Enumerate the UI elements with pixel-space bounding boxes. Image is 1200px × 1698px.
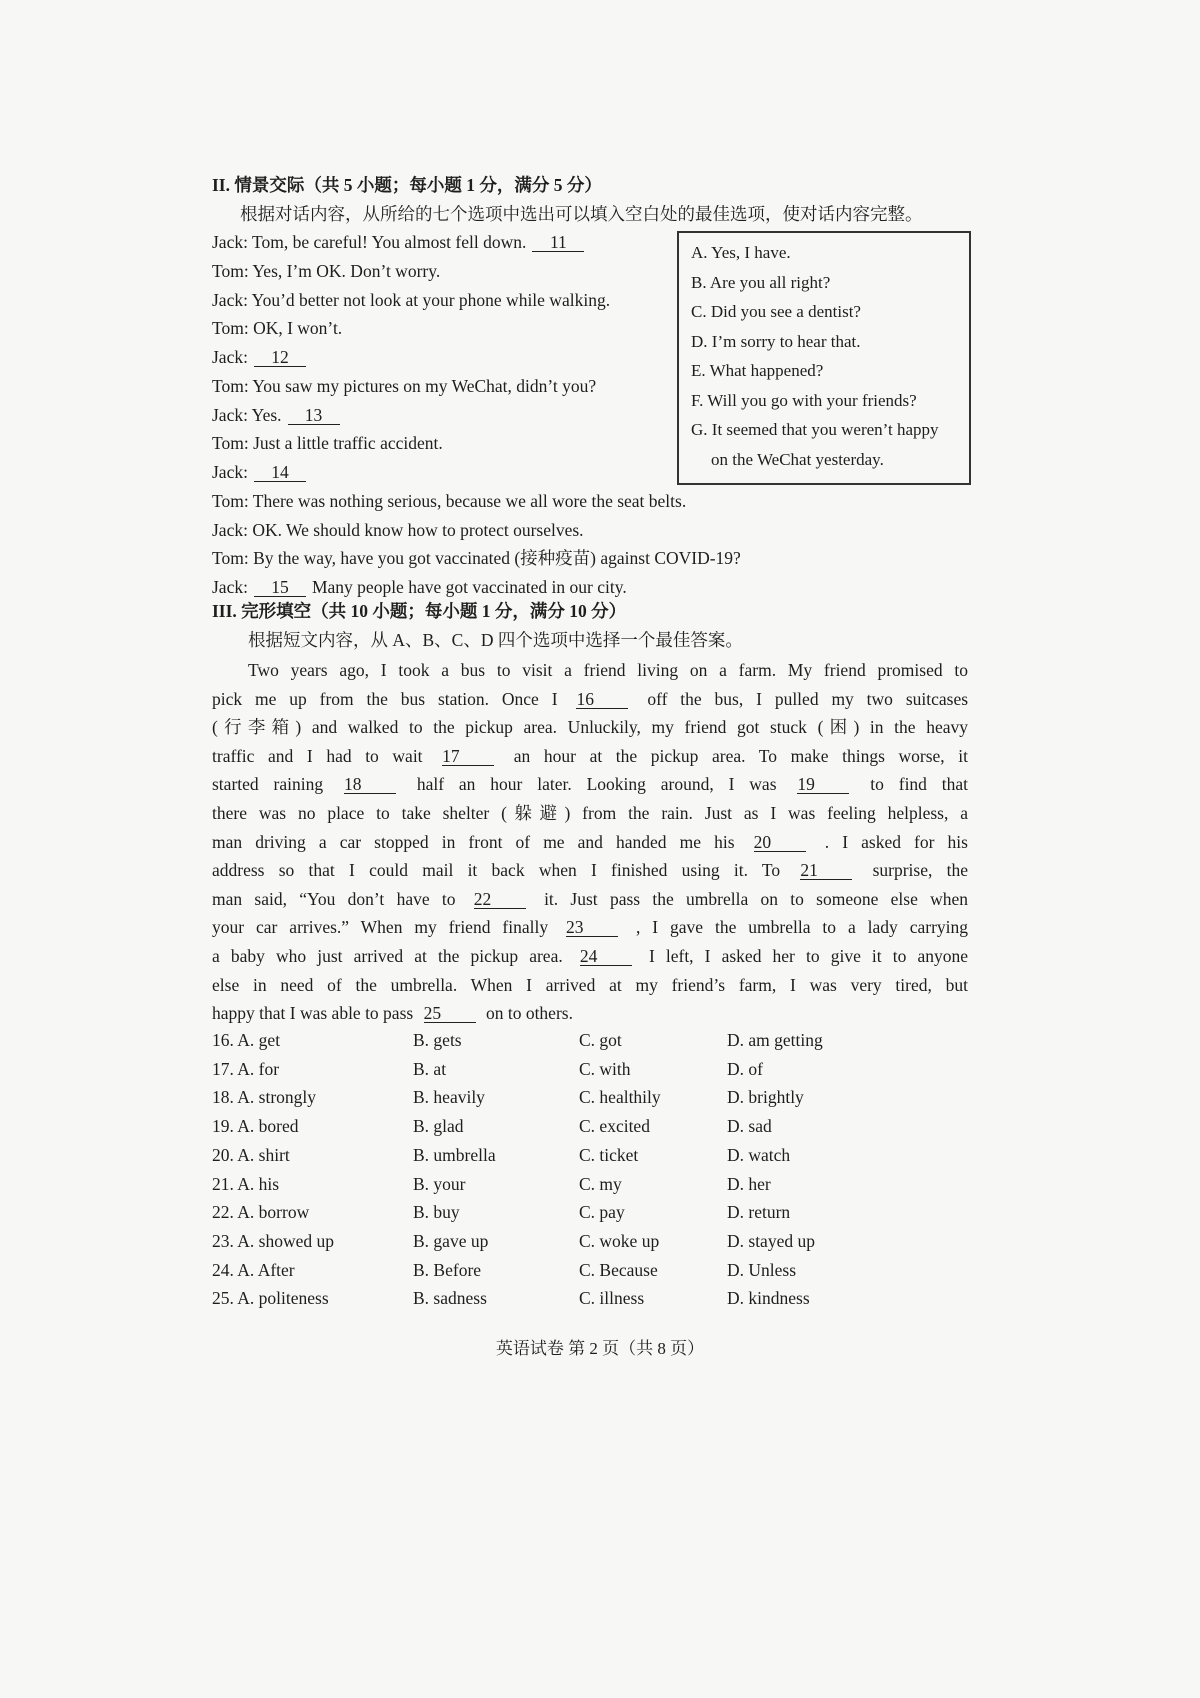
- passage-text: on to others.: [485, 1003, 573, 1024]
- option-item: D. I’m sorry to hear that.: [691, 331, 861, 351]
- passage-text: I left, I asked her to give it to anyone: [648, 946, 969, 966]
- choice-option: D. her: [727, 1173, 771, 1194]
- choice-option: B. Before: [413, 1259, 482, 1280]
- passage-line: [212, 685, 968, 714]
- passage-line: [212, 828, 968, 857]
- choice-option: D. return: [727, 1202, 791, 1223]
- answer-blank: 17: [442, 747, 494, 766]
- answer-blank: 13: [288, 406, 340, 425]
- choice-option: 18. A. strongly: [212, 1087, 317, 1108]
- option-item: B. Are you all right?: [691, 272, 831, 292]
- answer-blank: 16: [576, 690, 628, 709]
- choice-option: C. with: [579, 1058, 631, 1079]
- choice-option: 20. A. shirt: [212, 1144, 290, 1165]
- page-footer: 英语试卷 第 2 页（共 8 页）: [495, 1339, 705, 1358]
- dialogue-text: Tom: There was nothing serious, because we all wore the seat belts.: [212, 490, 687, 511]
- choice-option: D. sad: [727, 1116, 772, 1137]
- answer-blank: 23: [566, 918, 618, 937]
- section2-title: II. 情景交际（共 5 小题；每小题 1 分，满分 5 分）: [212, 175, 602, 195]
- answer-blank: 15: [254, 578, 306, 597]
- choice-row: [212, 1231, 972, 1257]
- passage-line: [248, 656, 968, 685]
- option-item: G. It seemed that you weren’t happy: [691, 420, 939, 439]
- dialogue-text: Jack:: [212, 347, 248, 367]
- dialogue-line: [212, 344, 312, 370]
- choice-option: 16. A. get: [212, 1030, 281, 1050]
- passage-text: address so that I could mail it back when I finished using it. To: [212, 860, 781, 881]
- choice-option: B. glad: [413, 1116, 464, 1137]
- choice-option: C. healthily: [579, 1087, 661, 1108]
- choice-option: D. Unless: [727, 1259, 797, 1280]
- choice-option: C. woke up: [579, 1230, 660, 1251]
- dialogue-text: Tom: Just a little traffic accident.: [212, 433, 443, 454]
- choice-option: 22. A. borrow: [212, 1202, 310, 1223]
- choice-option: D. of: [727, 1058, 763, 1079]
- dialogue-text: Tom: OK, I won’t.: [212, 318, 343, 339]
- choice-option: B. sadness: [413, 1288, 487, 1309]
- passage-text: man driving a car stopped in front of me and handed me his: [212, 831, 735, 852]
- passage-line: [212, 971, 968, 1000]
- choice-row: [212, 1059, 972, 1085]
- passage-text: it. Just pass the umbrella on to someone else when: [544, 888, 969, 909]
- choice-option: D. kindness: [727, 1288, 810, 1309]
- choice-option: C. Because: [579, 1259, 658, 1280]
- dialogue-text: Tom: Yes, I’m OK. Don’t worry.: [212, 260, 441, 281]
- answer-blank: 19: [797, 775, 849, 794]
- passage-text: off the bus, I pulled my two suitcases: [647, 688, 969, 709]
- dialogue-line: [212, 402, 346, 428]
- answer-blank: 20: [754, 833, 806, 852]
- choice-row: [212, 1174, 972, 1200]
- passage-text: man said, “You don’t have to: [212, 888, 456, 909]
- choice-option: C. pay: [579, 1202, 625, 1223]
- choice-option: 24. A. After: [212, 1259, 295, 1280]
- dialogue-text: Jack: OK. We should know how to protect ourselves.: [212, 519, 584, 540]
- choice-option: D. am getting: [727, 1030, 823, 1050]
- passage-text: to find that: [870, 774, 969, 795]
- passage-text: traffic and I had to wait: [212, 745, 423, 766]
- passage-text: a baby who just arrived at the pickup area.: [212, 946, 563, 966]
- dialogue-text: Tom: You saw my pictures on my WeChat, didn’t you?: [212, 375, 597, 396]
- passage-line: [212, 856, 968, 885]
- passage-line: [212, 799, 968, 828]
- option-item: F. Will you go with your friends?: [691, 390, 917, 410]
- dialogue-text: Jack: Tom, be careful! You almost fell down.: [212, 232, 527, 252]
- dialogue-text: Jack: You’d better not look at your phone while walking.: [212, 289, 611, 310]
- section2-instruction: 根据对话内容，从所给的七个选项中选出可以填入空白处的最佳选项，使对话内容完整。: [240, 204, 923, 224]
- choice-option: D. brightly: [727, 1087, 804, 1108]
- section3-title: III. 完形填空（共 10 小题；每小题 1 分，满分 10 分）: [212, 601, 627, 621]
- dialogue-line: [212, 545, 741, 571]
- choice-row: [212, 1202, 972, 1228]
- choice-option: B. gets: [413, 1030, 462, 1050]
- answer-blank: 21: [800, 861, 852, 880]
- passage-line: [212, 913, 968, 942]
- choice-option: C. my: [579, 1173, 622, 1194]
- choice-option: 21. A. his: [212, 1173, 280, 1194]
- dialogue-text-after: Many people have got vaccinated in our city.: [311, 577, 627, 597]
- choice-option: B. at: [413, 1058, 447, 1079]
- section3-instruction: 根据短文内容，从 A、B、C、D 四个选项中选择一个最佳答案。: [248, 630, 743, 650]
- options-box: [677, 231, 971, 485]
- dialogue-text: Tom: By the way, have you got vaccinated (接种疫苗) against COVID-19?: [212, 548, 741, 569]
- passage-line: [212, 885, 968, 914]
- passage-text: happy that I was able to pass: [212, 1003, 414, 1024]
- option-item: A. Yes, I have.: [691, 243, 791, 262]
- choice-option: B. gave up: [413, 1230, 489, 1251]
- passage-line: [212, 713, 968, 742]
- option-item: E. What happened?: [691, 361, 824, 380]
- passage-line: [212, 999, 968, 1028]
- answer-blank: 24: [580, 947, 632, 966]
- choice-option: B. heavily: [413, 1087, 485, 1108]
- passage-text: surprise, the: [872, 860, 968, 881]
- dialogue-line: [212, 315, 342, 341]
- passage-text: started raining: [212, 774, 324, 795]
- choice-option: B. your: [413, 1173, 466, 1194]
- choice-row: [212, 1145, 972, 1171]
- answer-blank: 22: [474, 890, 526, 909]
- option-item: C. Did you see a dentist?: [691, 302, 861, 321]
- dialogue-line: [212, 229, 590, 255]
- passage-line: [212, 942, 968, 971]
- passage-text: Two years ago, I took a bus to visit a friend living on a farm. My friend promised to: [248, 660, 968, 680]
- passage-line: [212, 770, 968, 799]
- passage-text: , I gave the umbrella to a lady carrying: [635, 917, 969, 938]
- choice-row: [212, 1087, 972, 1113]
- dialogue-line: [212, 574, 627, 600]
- passage-text: else in need of the umbrella. When I arrived at my friend’s farm, I was very tired, but: [212, 974, 968, 995]
- answer-blank: 12: [254, 348, 306, 367]
- choice-option: 23. A. showed up: [212, 1230, 335, 1251]
- passage-text: . I asked for his: [824, 831, 968, 852]
- dialogue-line: [212, 430, 443, 456]
- dialogue-line: [212, 258, 440, 284]
- dialogue-line: [212, 287, 610, 313]
- choice-option: D. watch: [727, 1144, 791, 1165]
- dialogue-text: Jack:: [212, 577, 248, 597]
- choice-option: C. excited: [579, 1116, 650, 1137]
- choice-option: B. buy: [413, 1202, 460, 1223]
- passage-text: half an hour later. Looking around, I was: [416, 774, 777, 795]
- passage-text: an hour at the pickup area. To make things worse, it: [513, 745, 969, 766]
- dialogue-line: [212, 517, 584, 543]
- passage-text: there was no place to take shelter (躲避) from the rain. Just as I was feeling helpless, a: [212, 803, 968, 823]
- passage-line: [212, 742, 968, 771]
- passage-text: your car arrives.” When my friend finally: [212, 917, 549, 938]
- dialogue-line: [212, 488, 686, 514]
- answer-blank: 14: [254, 463, 306, 482]
- dialogue-text: Jack: Yes.: [212, 404, 282, 425]
- choice-option: 17. A. for: [212, 1058, 280, 1079]
- answer-blank: 11: [532, 233, 584, 252]
- choice-option: 25. A. politeness: [212, 1288, 329, 1309]
- passage-text: (行李箱) and walked to the pickup area. Unluckily, my friend got stuck (困) in the heavy: [212, 717, 968, 738]
- dialogue-text: Jack:: [212, 462, 248, 482]
- choice-row: [212, 1030, 972, 1056]
- choice-option: C. ticket: [579, 1144, 639, 1165]
- option-item: on the WeChat yesterday.: [711, 449, 884, 469]
- choice-row: [212, 1116, 972, 1142]
- choice-option: 19. A. bored: [212, 1116, 299, 1137]
- passage-text: pick me up from the bus station. Once I: [212, 688, 558, 709]
- choice-option: D. stayed up: [727, 1230, 815, 1251]
- choice-option: B. umbrella: [413, 1144, 496, 1165]
- choice-row: [212, 1288, 972, 1314]
- choice-row: [212, 1260, 972, 1286]
- choice-option: C. illness: [579, 1288, 645, 1309]
- dialogue-line: [212, 373, 596, 399]
- answer-blank: 18: [344, 775, 396, 794]
- choice-option: C. got: [579, 1030, 622, 1050]
- dialogue-line: [212, 459, 312, 485]
- answer-blank: 25: [424, 1004, 476, 1023]
